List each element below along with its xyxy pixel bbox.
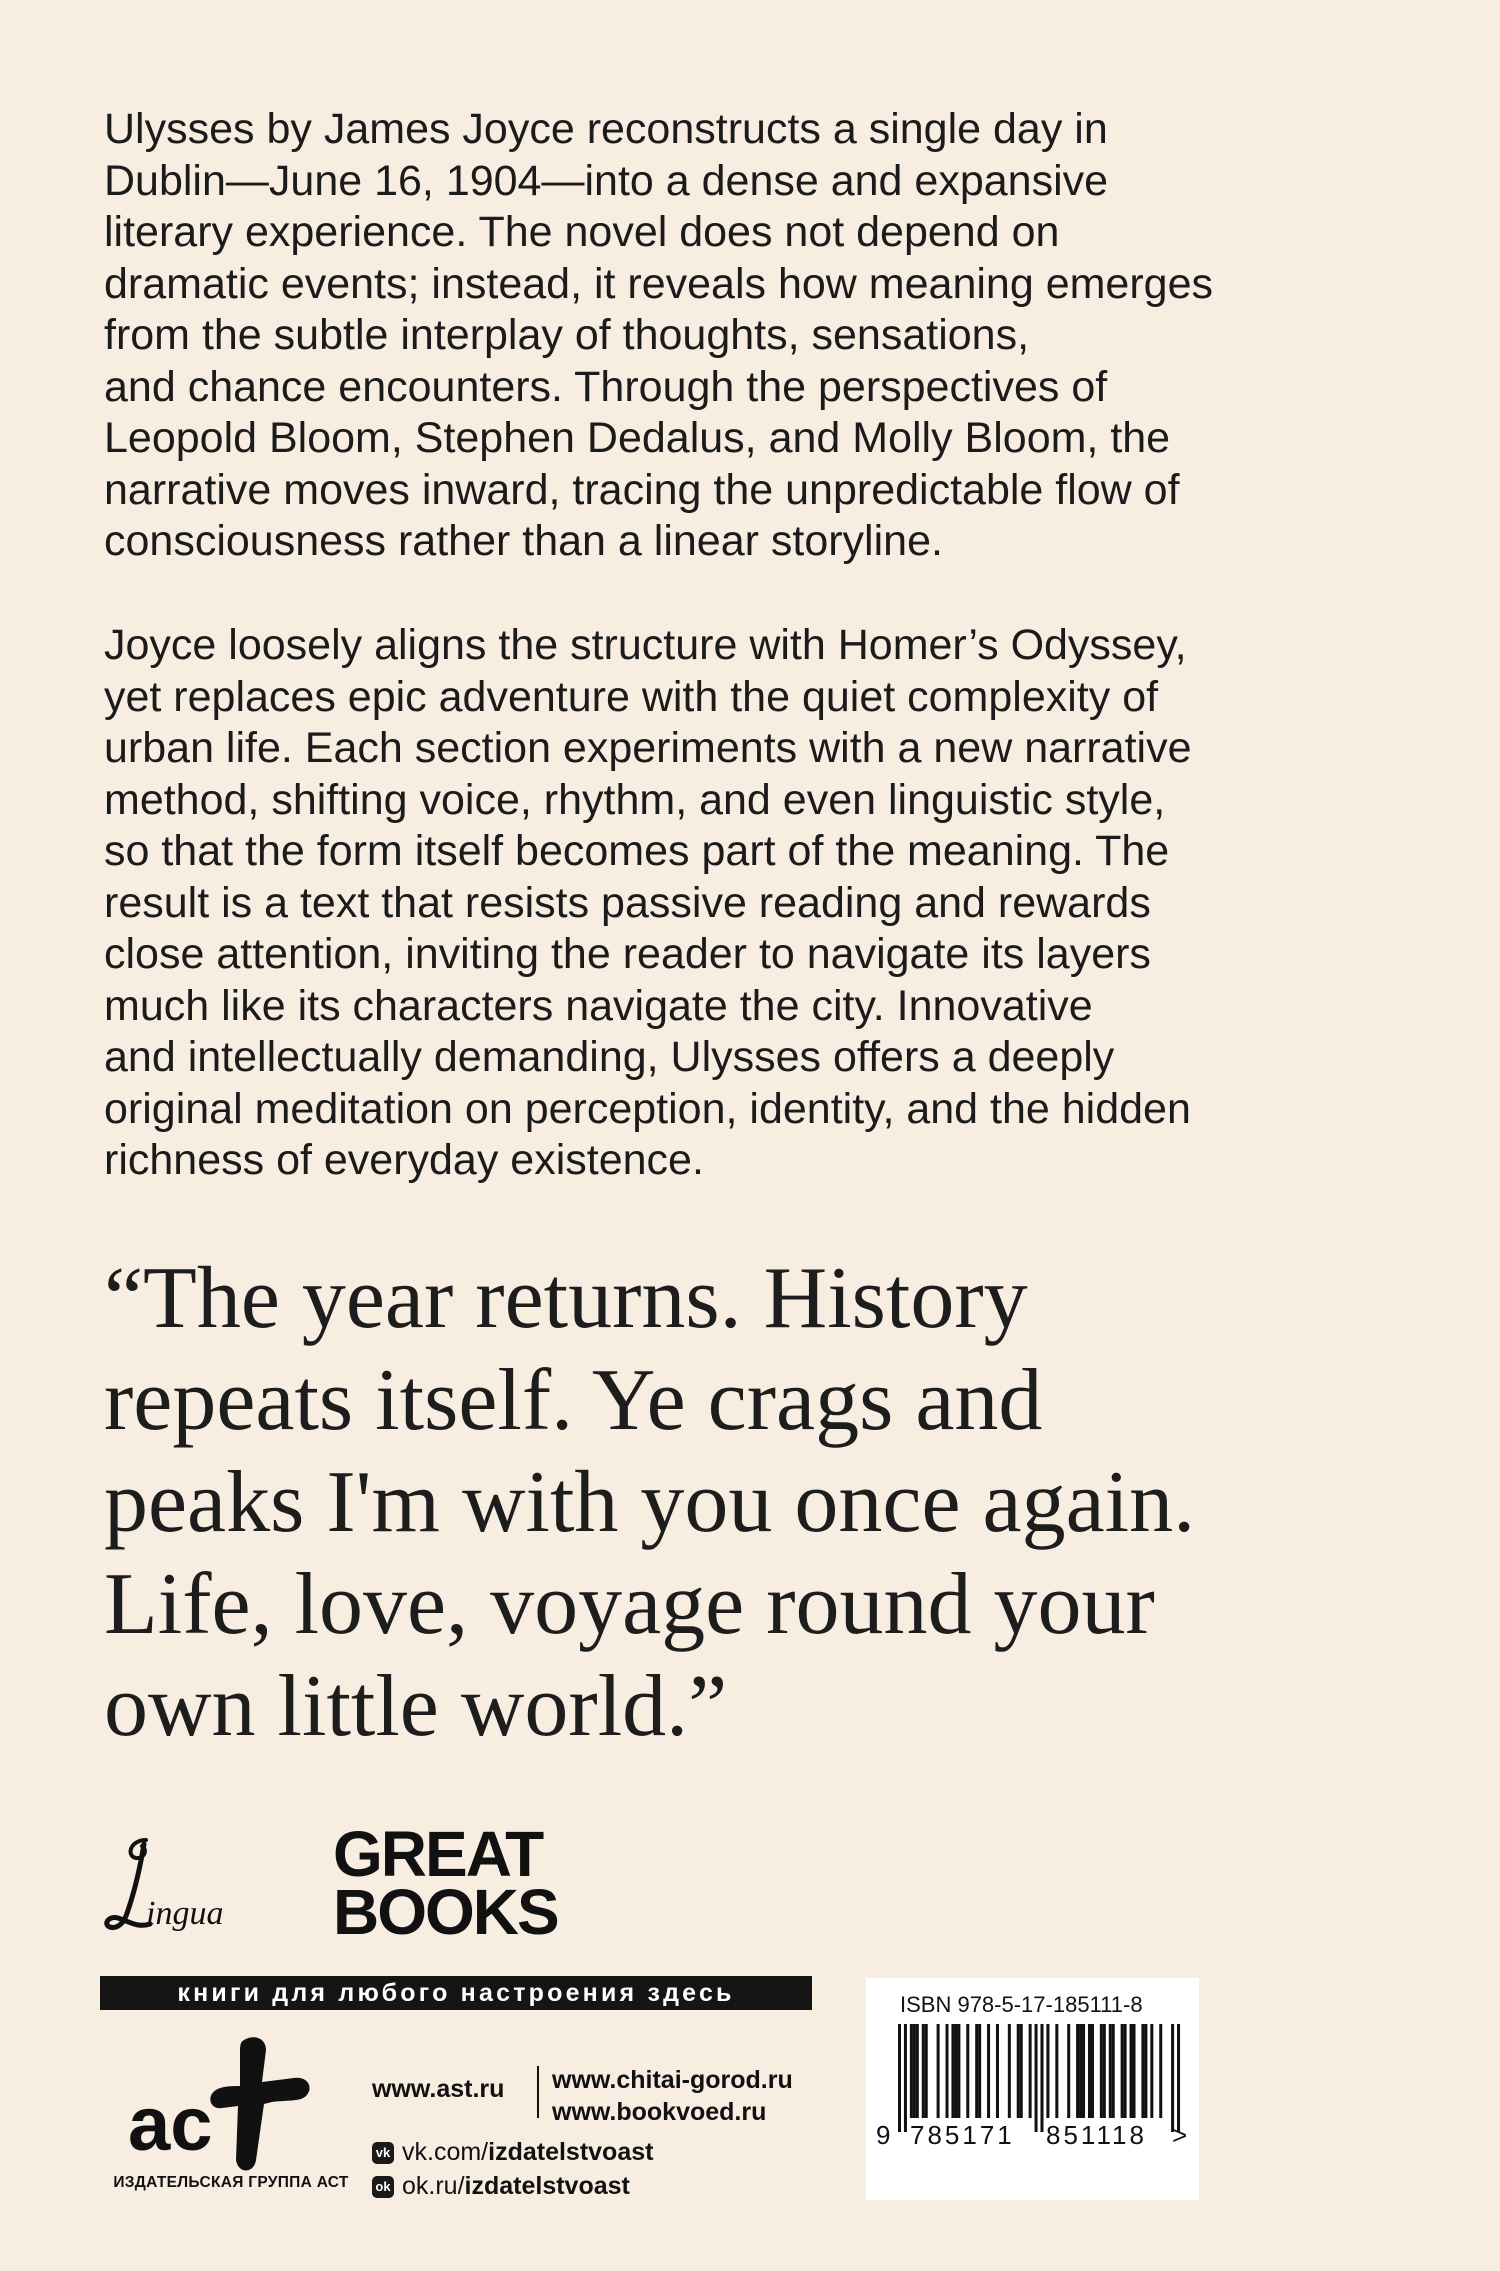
text-line: much like its characters navigate the city. Innovative xyxy=(104,981,1093,1030)
barcode-right-group: 851118 xyxy=(1046,2120,1147,2150)
text-line: and chance encounters. Through the perspectives of xyxy=(104,362,1108,411)
text-line: original meditation on perception, identity, and the hidden xyxy=(104,1084,1191,1133)
barcode-bar xyxy=(1076,2024,1079,2118)
barcode-bar xyxy=(922,2024,925,2118)
pull-quote xyxy=(104,1248,1434,1758)
barcode-bar xyxy=(1082,2024,1085,2118)
publisher-caption: ИЗДАТЕЛЬСКАЯ ГРУППА АСТ xyxy=(113,2174,349,2191)
barcode-bar xyxy=(1100,2024,1103,2118)
quote-line: repeats itself. Ye crags and xyxy=(104,1352,1043,1449)
barcode-bar xyxy=(1091,2024,1094,2118)
barcode-bar xyxy=(1020,2024,1023,2118)
quote-line: own little world.” xyxy=(104,1658,728,1755)
barcode-lead-digit: 9 xyxy=(876,2120,891,2150)
barcode-bar xyxy=(904,2024,907,2132)
text-line: result is a text that resists passive reading and rewards xyxy=(104,878,1151,927)
barcode-bar xyxy=(1121,2024,1124,2118)
text-line: urban life. Each section experiments with a new narrative xyxy=(104,724,1192,772)
quote-line: Life, love, voyage round your xyxy=(104,1556,1155,1653)
barcode-bar xyxy=(957,2024,960,2118)
barcode-end-mark: > xyxy=(1172,2120,1188,2150)
quote-line: peaks I'm with you once again. xyxy=(104,1454,1196,1551)
text-line: Dublin—June 16, 1904—into a dense and expansive xyxy=(104,156,1109,205)
barcode-bar xyxy=(1159,2024,1162,2118)
barcode-bar xyxy=(954,2024,957,2118)
barcode-bar xyxy=(996,2024,999,2118)
barcode-bar xyxy=(1112,2024,1115,2118)
barcode-bar xyxy=(1029,2024,1032,2118)
text-line: Ulysses by James Joyce reconstructs a single day in xyxy=(104,105,1108,153)
barcode-bar xyxy=(1079,2024,1082,2118)
social-link-ok[interactable] xyxy=(372,2172,630,2201)
barcode-bar xyxy=(898,2024,901,2132)
barcode-bar xyxy=(1008,2024,1011,2118)
text-line: so that the form itself becomes part of the meaning. The xyxy=(104,827,1170,875)
social-handle: izdatelstvoast xyxy=(488,2138,654,2166)
social-link-vk[interactable] xyxy=(372,2138,653,2167)
quote-line: “The year returns. History xyxy=(104,1250,1028,1347)
barcode-bar xyxy=(1150,2024,1153,2118)
barcode-bar xyxy=(1141,2024,1144,2118)
barcode-bar xyxy=(1046,2024,1049,2118)
barcode-bar xyxy=(1035,2024,1038,2132)
barcode-box xyxy=(866,1978,1199,2200)
text-line: richness of everyday existence. xyxy=(104,1136,704,1184)
barcode-bar xyxy=(1067,2024,1070,2118)
vk-icon: vk xyxy=(372,2142,394,2164)
barcode-bar xyxy=(978,2024,981,2118)
text-line: method, shifting voice, rhythm, and even linguistic style, xyxy=(104,775,1166,824)
publisher-site-link[interactable]: www.ast.ru xyxy=(372,2075,505,2103)
great-books-line: BOOKS xyxy=(333,1876,558,1948)
description-paragraph-2 xyxy=(104,620,1434,1187)
barcode-bar xyxy=(1040,2024,1043,2132)
barcode-bar xyxy=(945,2024,948,2118)
partner-site-link[interactable]: www.chitai-gorod.ru xyxy=(552,2066,793,2094)
great-books-logo xyxy=(333,1818,558,1948)
barcode-bar xyxy=(1177,2024,1180,2132)
barcode-bar xyxy=(1171,2024,1174,2132)
text-line: Joyce loosely aligns the structure with Homer’s Odyssey, xyxy=(104,621,1187,669)
svg-text:ingua: ingua xyxy=(146,1895,224,1932)
ok-icon: ok xyxy=(372,2176,394,2198)
barcode-bar xyxy=(913,2024,916,2118)
partner-sites xyxy=(552,2064,793,2128)
barcode-bar xyxy=(910,2024,913,2118)
barcode-bar xyxy=(1133,2024,1136,2118)
barcode-bar xyxy=(1055,2024,1058,2118)
text-line: from the subtle interplay of thoughts, sensations, xyxy=(104,311,1030,359)
barcode-bar xyxy=(1088,2024,1091,2118)
barcode-bar xyxy=(1144,2024,1147,2118)
links-divider xyxy=(537,2066,539,2118)
barcode-left-group: 785171 xyxy=(910,2120,1015,2150)
tagline-bar: книги для любого настроения здесь xyxy=(100,1976,812,2010)
barcode-bar xyxy=(916,2024,919,2118)
text-line: consciousness rather than a linear storyline. xyxy=(104,517,943,565)
isbn-label: ISBN 978-5-17-185111-8 xyxy=(900,1992,1143,2017)
barcode-bar xyxy=(966,2024,969,2118)
barcode-digits xyxy=(876,2120,1190,2150)
text-line: Leopold Bloom, Stephen Dedalus, and Molly Bloom, the xyxy=(104,414,1171,462)
svg-text:ac: ac xyxy=(128,2082,213,2167)
barcode-bars xyxy=(876,2024,1190,2134)
great-books-line: GREAT xyxy=(333,1818,543,1890)
text-line: close attention, inviting the reader to navigate its layers xyxy=(104,930,1151,978)
barcode-bar xyxy=(987,2024,990,2118)
social-prefix: vk.com/ xyxy=(402,2138,489,2166)
ast-logo xyxy=(126,2030,336,2180)
description-paragraph-1 xyxy=(104,104,1434,568)
lingua-logo xyxy=(100,1832,260,1942)
partner-site-link[interactable]: www.bookvoed.ru xyxy=(552,2098,767,2126)
text-line: narrative moves inward, tracing the unpredictable flow of xyxy=(104,465,1180,514)
barcode-bar xyxy=(1017,2024,1020,2118)
social-prefix: ok.ru/ xyxy=(402,2172,465,2200)
barcode-bar xyxy=(1130,2024,1133,2118)
barcode-bar xyxy=(1109,2024,1112,2118)
social-handle: izdatelstvoast xyxy=(464,2172,630,2200)
text-line: literary experience. The novel does not depend on xyxy=(104,208,1060,256)
text-line: dramatic events; instead, it reveals how meaning emerges xyxy=(104,259,1213,308)
text-line: and intellectually demanding, Ulysses offers a deeply xyxy=(104,1033,1115,1081)
barcode-bar xyxy=(937,2024,940,2118)
barcode-bar xyxy=(1124,2024,1127,2118)
barcode-bar xyxy=(951,2024,954,2118)
barcode-bar xyxy=(975,2024,978,2118)
barcode-bar xyxy=(1103,2024,1106,2118)
text-line: yet replaces epic adventure with the quiet complexity of xyxy=(104,672,1159,721)
barcode-bar xyxy=(925,2024,928,2118)
